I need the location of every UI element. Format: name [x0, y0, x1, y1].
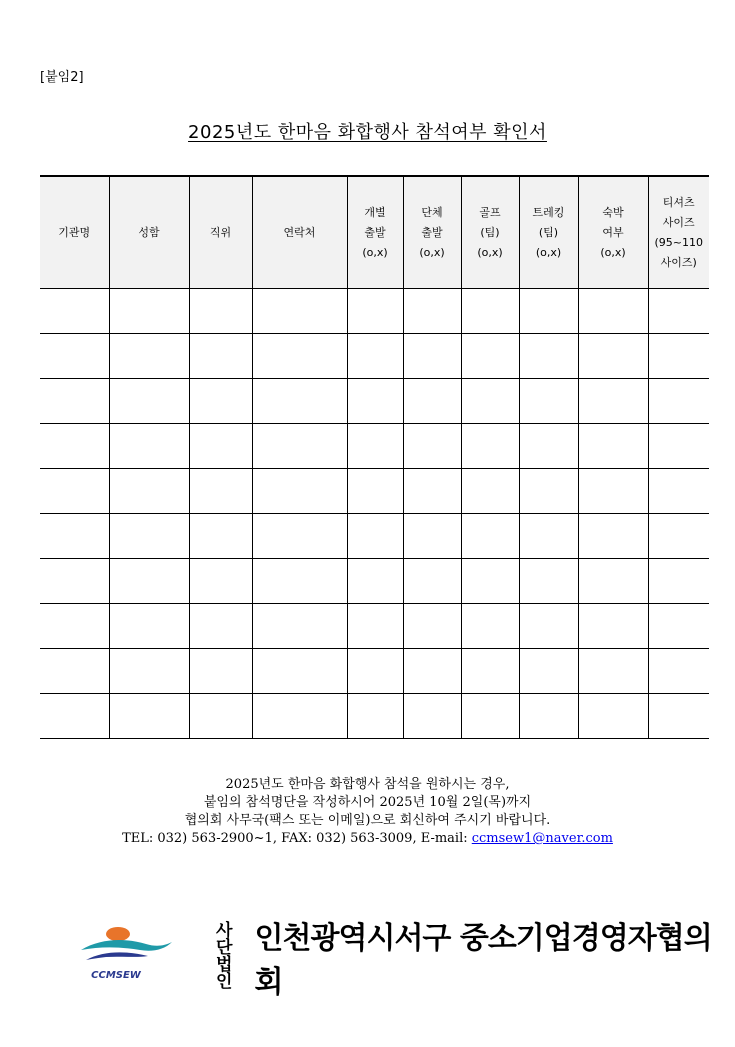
table-cell[interactable]	[578, 424, 648, 469]
table-cell[interactable]	[109, 334, 189, 379]
organization-name: 인천광역시서구 중소기업경영자협의회	[254, 921, 712, 1000]
table-cell[interactable]	[403, 424, 461, 469]
table-cell[interactable]	[252, 559, 347, 604]
table-cell[interactable]	[109, 694, 189, 739]
notice-line: 협의회 사무국(팩스 또는 이메일)으로 회신하여 주시기 바랍니다.	[184, 813, 551, 828]
column-header-tshirt-size: 티셔츠 사이즈 (95~110 사이즈)	[648, 176, 709, 289]
table-cell[interactable]	[189, 514, 252, 559]
column-header-lodging: 숙박 여부 (o,x)	[578, 176, 648, 289]
table-cell[interactable]	[403, 514, 461, 559]
table-cell[interactable]	[347, 289, 403, 334]
contact-info: TEL: 032) 563-2900~1, FAX: 032) 563-3009, E-mail:	[122, 831, 472, 846]
table-cell[interactable]	[578, 604, 648, 649]
table-cell[interactable]	[461, 334, 519, 379]
table-cell[interactable]	[648, 379, 709, 424]
table-cell[interactable]	[519, 334, 578, 379]
table-cell[interactable]	[109, 604, 189, 649]
table-cell[interactable]	[189, 559, 252, 604]
table-row	[40, 694, 709, 739]
table-cell[interactable]	[40, 424, 109, 469]
column-header-trekking: 트레킹 (팀) (o,x)	[519, 176, 578, 289]
contact-line	[0, 830, 735, 848]
table-cell[interactable]	[252, 694, 347, 739]
column-header-contact: 연락처	[252, 176, 347, 289]
logo-mark-icon	[76, 920, 176, 970]
table-cell[interactable]	[109, 289, 189, 334]
table-row	[40, 469, 709, 514]
table-cell[interactable]	[252, 514, 347, 559]
table-cell[interactable]	[347, 559, 403, 604]
table-cell[interactable]	[648, 424, 709, 469]
table-row	[40, 289, 709, 334]
table-cell[interactable]	[40, 334, 109, 379]
table-cell[interactable]	[648, 469, 709, 514]
column-header-organization: 기관명	[40, 176, 109, 289]
table-cell[interactable]	[189, 604, 252, 649]
table-cell[interactable]	[252, 649, 347, 694]
table-cell[interactable]	[403, 469, 461, 514]
table-cell[interactable]	[578, 649, 648, 694]
table-cell[interactable]	[40, 604, 109, 649]
table-cell[interactable]	[578, 559, 648, 604]
table-cell[interactable]	[252, 424, 347, 469]
table-cell[interactable]	[578, 379, 648, 424]
table-cell[interactable]	[109, 424, 189, 469]
table-cell[interactable]	[648, 604, 709, 649]
table-cell[interactable]	[347, 604, 403, 649]
table-cell[interactable]	[40, 379, 109, 424]
table-cell[interactable]	[109, 379, 189, 424]
table-cell[interactable]	[347, 469, 403, 514]
table-cell[interactable]	[648, 514, 709, 559]
org-prefix-top: 사단	[216, 921, 233, 958]
table-row	[40, 379, 709, 424]
table-cell[interactable]	[189, 334, 252, 379]
table-cell[interactable]	[189, 379, 252, 424]
document-title: 2025년도 한마음 화합행사 참석여부 확인서	[188, 122, 547, 143]
table-row	[40, 514, 709, 559]
table-cell[interactable]	[252, 289, 347, 334]
column-header-position: 직위	[189, 176, 252, 289]
table-cell[interactable]	[519, 469, 578, 514]
table-cell[interactable]	[109, 469, 189, 514]
table-cell[interactable]	[347, 334, 403, 379]
table-cell[interactable]	[109, 514, 189, 559]
table-cell[interactable]	[40, 514, 109, 559]
table-cell[interactable]	[252, 604, 347, 649]
table-cell[interactable]	[40, 289, 109, 334]
table-cell[interactable]	[403, 334, 461, 379]
table-cell[interactable]	[461, 649, 519, 694]
attachment-label: [붙임2]	[40, 70, 84, 85]
org-prefix	[216, 923, 249, 991]
table-cell[interactable]	[109, 559, 189, 604]
table-cell[interactable]	[189, 649, 252, 694]
table-row	[40, 424, 709, 469]
table-row	[40, 604, 709, 649]
table-cell[interactable]	[347, 514, 403, 559]
table-cell[interactable]	[648, 559, 709, 604]
email-link[interactable]: ccmsew1@naver.com	[471, 831, 613, 846]
column-header-individual-departure: 개별 출발 (o,x)	[347, 176, 403, 289]
table-cell[interactable]	[461, 514, 519, 559]
table-cell[interactable]	[461, 694, 519, 739]
table-cell[interactable]	[189, 469, 252, 514]
table-cell[interactable]	[40, 694, 109, 739]
table-cell[interactable]	[578, 514, 648, 559]
table-cell[interactable]	[648, 289, 709, 334]
table-cell[interactable]	[519, 694, 578, 739]
table-row	[40, 649, 709, 694]
notice-line: 붙임의 참석명단을 작성하시어 2025년 10월 2일(목)까지	[203, 795, 532, 810]
table-cell[interactable]	[109, 649, 189, 694]
table-cell[interactable]	[252, 469, 347, 514]
table-cell[interactable]	[252, 334, 347, 379]
table-cell[interactable]	[252, 379, 347, 424]
column-header-golf: 골프 (팀) (o,x)	[461, 176, 519, 289]
org-prefix-bottom: 법인	[216, 955, 233, 992]
table-cell[interactable]	[461, 289, 519, 334]
table-body	[40, 289, 709, 739]
organization-signature	[216, 921, 735, 1000]
table-cell[interactable]	[519, 424, 578, 469]
table-cell[interactable]	[519, 289, 578, 334]
table-cell[interactable]	[648, 694, 709, 739]
notice-block	[0, 776, 735, 848]
table-row	[40, 334, 709, 379]
column-header-name: 성함	[109, 176, 189, 289]
logo-text: CCMSEW	[91, 970, 141, 981]
column-header-group-departure: 단체 출발 (o,x)	[403, 176, 461, 289]
table-header-row	[40, 176, 709, 289]
table-cell[interactable]	[578, 694, 648, 739]
table-cell[interactable]	[403, 559, 461, 604]
table-cell[interactable]	[519, 514, 578, 559]
table-cell[interactable]	[461, 559, 519, 604]
table-cell[interactable]	[189, 424, 252, 469]
table-cell[interactable]	[347, 649, 403, 694]
table-cell[interactable]	[189, 694, 252, 739]
table-cell[interactable]	[403, 694, 461, 739]
table-cell[interactable]	[347, 424, 403, 469]
table-cell[interactable]	[578, 469, 648, 514]
table-cell[interactable]	[648, 649, 709, 694]
table-cell[interactable]	[578, 289, 648, 334]
table-cell[interactable]	[40, 559, 109, 604]
table-cell[interactable]	[347, 379, 403, 424]
table-cell[interactable]	[347, 694, 403, 739]
table-cell[interactable]	[403, 379, 461, 424]
table-cell[interactable]	[403, 289, 461, 334]
table-cell[interactable]	[578, 334, 648, 379]
notice-line: 2025년도 한마음 화합행사 참석을 원하시는 경우,	[225, 777, 510, 792]
table-cell[interactable]	[461, 604, 519, 649]
table-cell[interactable]	[519, 559, 578, 604]
table-cell[interactable]	[403, 604, 461, 649]
table-cell[interactable]	[40, 469, 109, 514]
table-cell[interactable]	[461, 469, 519, 514]
table-cell[interactable]	[648, 334, 709, 379]
table-cell[interactable]	[519, 604, 578, 649]
table-cell[interactable]	[461, 424, 519, 469]
table-cell[interactable]	[519, 649, 578, 694]
ccmsew-logo	[76, 920, 176, 990]
table-cell[interactable]	[189, 289, 252, 334]
attendance-table	[40, 175, 709, 739]
table-cell[interactable]	[461, 379, 519, 424]
table-cell[interactable]	[519, 379, 578, 424]
table-cell[interactable]	[403, 649, 461, 694]
table-row	[40, 559, 709, 604]
table-cell[interactable]	[40, 649, 109, 694]
